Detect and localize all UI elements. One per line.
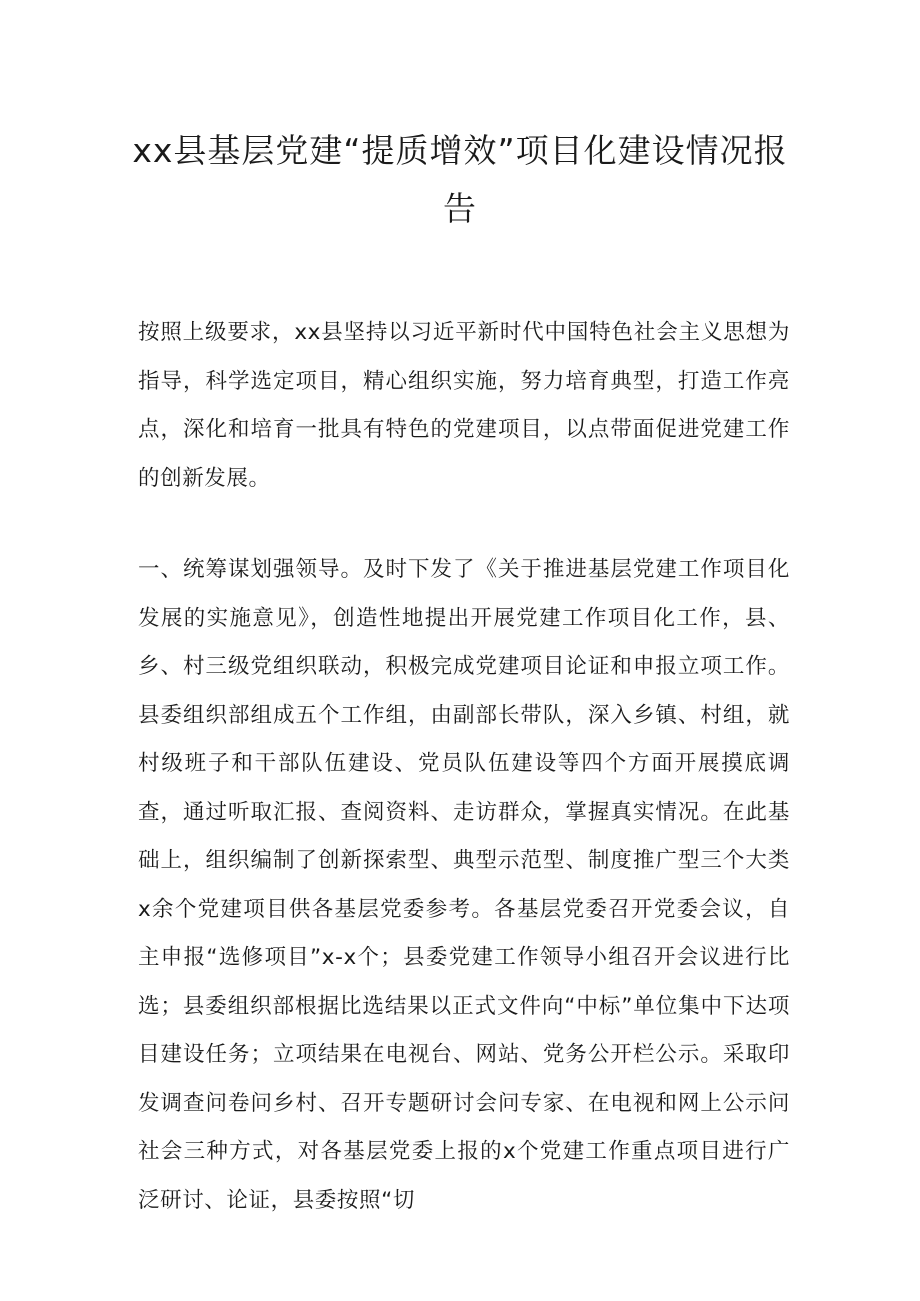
intro-paragraph: 按照上级要求，xx县坚持以习近平新时代中国特色社会主义思想为指导，科学选定项目，精心组织实施，努力培育典型，打造工作亮点，深化和培育一批具有特色的党建项目，以点带面促进党建工作的创新发展。 <box>138 320 790 491</box>
section-one-paragraph: 一、统筹谋划强领导。及时下发了《关于推进基层党建工作项目化发展的实施意见》，创造性地提出开展党建工作项目化工作，县、乡、村三级党组织联动，积极完成党建项目论证和申报立项工作。县委组织部组成五个工作组，由副部长带队，深入乡镇、村组，就村级班子和干部队伍建设、党员队伍建设等四个方面开展摸底调查，通过听取汇报、查阅资料、走访群众，掌握真实情况。在此基础上，组织编制了创新探索型、典型示范型、制度推广型三个大类x余个党建项目供各基层党委参考。各基层党委召开党委会议，自主申报“选修项目”x-x个；县委党建工作领导小组召开会议进行比选；县委组织部根据比选结果以正式文件向“中标”单位集中下达项目建设任务；立项结果在电视台、网站、党务公开栏公示。采取印发调查问卷问乡村、召开专题研讨会问专家、在电视和网上公示问社会三种方式，对各基层党委上报的x个党建工作重点项目进行广泛研讨、论证，县委按照“切 <box>138 557 790 1213</box>
document-title: xx县基层党建“提质增效”项目化建设情况报告 <box>132 131 788 228</box>
